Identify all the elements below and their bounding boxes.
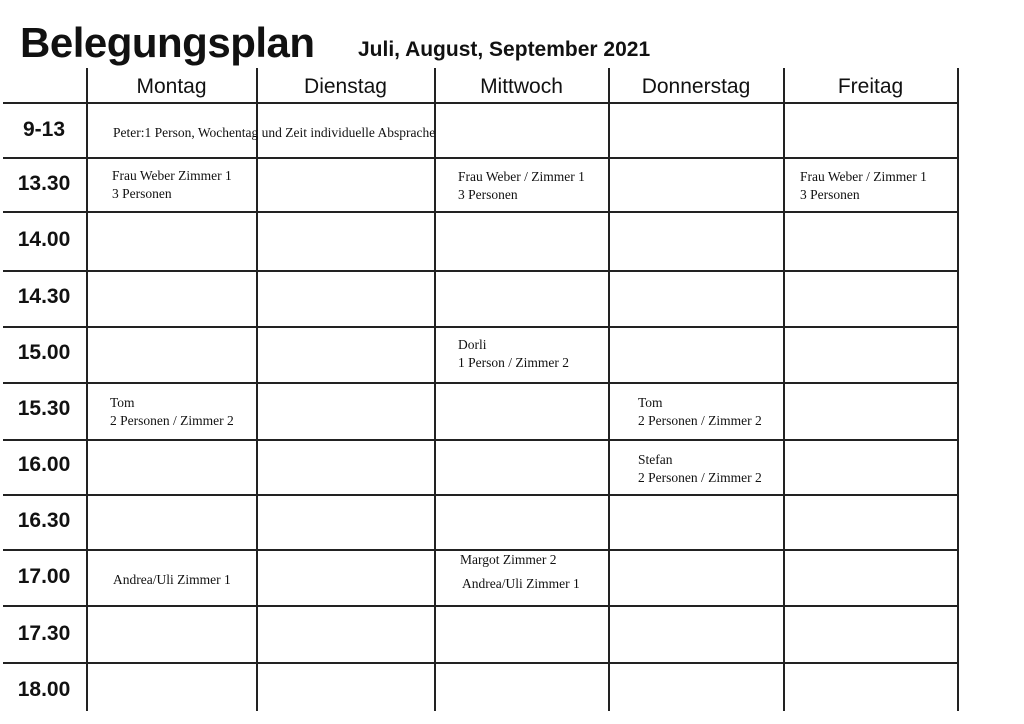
grid-line [3, 102, 958, 104]
day-header-tuesday: Dienstag [304, 75, 387, 98]
grid-line [3, 382, 958, 384]
booking-entry: 3 Personen [800, 187, 860, 202]
grid-line [3, 605, 958, 607]
time-label: 14.30 [17, 285, 71, 308]
grid-line [434, 68, 436, 711]
time-label: 13.30 [17, 172, 71, 195]
time-label: 15.00 [17, 341, 71, 364]
booking-entry: 2 Personen / Zimmer 2 [638, 470, 762, 485]
grid-line [3, 270, 958, 272]
booking-entry: Frau Weber / Zimmer 1 [458, 169, 585, 184]
grid-line [3, 157, 958, 159]
grid-line [3, 211, 958, 213]
booking-entry: 3 Personen [458, 187, 518, 202]
time-label: 17.30 [17, 622, 71, 645]
grid-line [783, 68, 785, 711]
booking-entry: Frau Weber Zimmer 1 [112, 168, 232, 183]
grid-line [608, 68, 610, 711]
time-label: 17.00 [17, 565, 71, 588]
booking-entry: Andrea/Uli Zimmer 1 [113, 572, 231, 587]
grid-line [3, 439, 958, 441]
booking-entry: 1 Person / Zimmer 2 [458, 355, 569, 370]
time-label: 15.30 [17, 397, 71, 420]
booking-entry: Andrea/Uli Zimmer 1 [462, 576, 580, 591]
booking-entry: 2 Personen / Zimmer 2 [638, 413, 762, 428]
booking-entry: 2 Personen / Zimmer 2 [110, 413, 234, 428]
booking-entry: Peter:1 Person, Wochentag und Zeit individuelle Absprache [113, 125, 436, 140]
grid-line [256, 68, 258, 711]
time-label: 18.00 [17, 678, 71, 701]
booking-entry: Stefan [638, 452, 673, 467]
grid-line [957, 68, 959, 711]
day-header-monday: Montag [136, 75, 207, 98]
time-label: 16.30 [17, 509, 71, 532]
time-label: 14.00 [17, 228, 71, 251]
booking-entry: Tom [110, 395, 135, 410]
grid-line [3, 494, 958, 496]
time-label: 9-13 [22, 118, 66, 141]
day-header-thursday: Donnerstag [641, 75, 751, 98]
booking-entry: Margot Zimmer 2 [460, 552, 557, 567]
time-label: 16.00 [17, 453, 71, 476]
grid-line [86, 68, 88, 711]
schedule-title: Belegungsplan [20, 19, 315, 66]
schedule-period: Juli, August, September 2021 [358, 38, 651, 61]
booking-entry: Dorli [458, 337, 487, 352]
booking-entry: Tom [638, 395, 663, 410]
day-header-friday: Freitag [837, 75, 904, 98]
booking-entry: 3 Personen [112, 186, 172, 201]
day-header-wednesday: Mittwoch [480, 75, 563, 98]
booking-entry: Frau Weber / Zimmer 1 [800, 169, 927, 184]
grid-line [3, 662, 958, 664]
grid-line [3, 326, 958, 328]
